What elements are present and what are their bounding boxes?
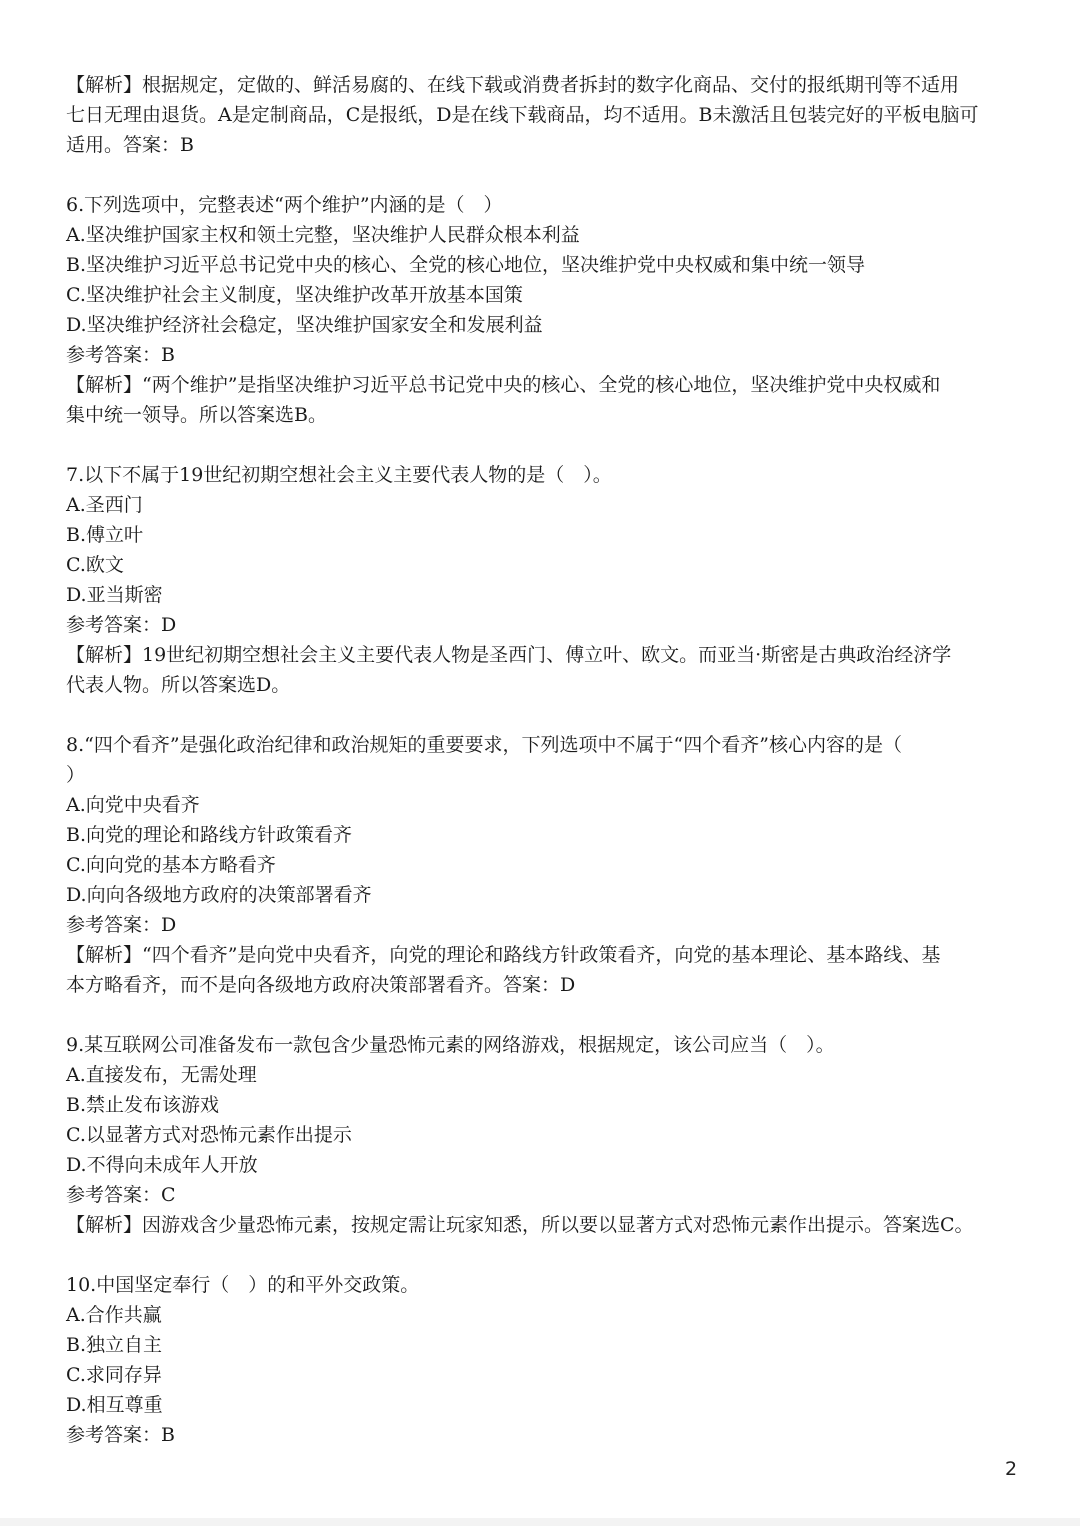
page-number: 2: [1005, 1458, 1018, 1480]
reference-answer: 参考答案：C: [66, 1184, 176, 1206]
analysis-line: 适用。答案：B: [66, 134, 194, 156]
question-7: [66, 460, 1016, 700]
option-c: C.坚决维护社会主义制度，坚决维护改革开放基本国策: [66, 284, 523, 306]
option-b: B.坚决维护习近平总书记党中央的核心、全党的核心地位，坚决维护党中央权威和集中统一领导: [66, 254, 866, 276]
question-text: 6.下列选项中，完整表述“两个维护”内涵的是（ ）: [66, 194, 503, 216]
question-text: 10.中国坚定奉行（ ）的和平外交政策。: [66, 1274, 420, 1296]
option-c: C.欧文: [66, 554, 124, 576]
option-b: B.向党的理论和路线方针政策看齐: [66, 824, 353, 846]
option-a: A.直接发布，无需处理: [66, 1064, 257, 1086]
reference-answer: 参考答案：D: [66, 614, 177, 636]
analysis-line: 七日无理由退货。A是定制商品，C是报纸，D是在线下载商品，均不适用。B未激活且包装完好的平板电脑可: [66, 104, 979, 126]
question-text: ）: [66, 764, 86, 786]
option-d: D.亚当斯密: [66, 584, 163, 606]
question-text: 8.“四个看齐”是强化政治纪律和政治规矩的重要要求，下列选项中不属于“四个看齐”核心内容的是（: [66, 734, 902, 756]
option-c: C.以显著方式对恐怖元素作出提示: [66, 1124, 352, 1146]
option-a: A.坚决维护国家主权和领土完整，坚决维护人民群众根本利益: [66, 224, 580, 246]
option-d: D.向向各级地方政府的决策部署看齐: [66, 884, 372, 906]
option-d: D.坚决维护经济社会稳定，坚决维护国家安全和发展利益: [66, 314, 543, 336]
option-a: A.圣西门: [66, 494, 143, 516]
analysis-line: 集中统一领导。所以答案选B。: [66, 404, 327, 426]
option-a: A.合作共赢: [66, 1304, 162, 1326]
question-text: 7.以下不属于19世纪初期空想社会主义主要代表人物的是（ ）。: [66, 464, 612, 486]
option-c: C.向向党的基本方略看齐: [66, 854, 276, 876]
reference-answer: 参考答案：D: [66, 914, 177, 936]
analysis-line: 代表人物。所以答案选D。: [66, 674, 291, 696]
option-d: D.不得向未成年人开放: [66, 1154, 258, 1176]
analysis-line: 【解析】19世纪初期空想社会主义主要代表人物是圣西门、傅立叶、欧文。而亚当·斯密是古典政治经济学: [66, 644, 952, 666]
analysis-line: 本方略看齐，而不是向各级地方政府决策部署看齐。答案：D: [66, 974, 576, 996]
option-d: D.相互尊重: [66, 1394, 163, 1416]
analysis-line: 【解析】“两个维护”是指坚决维护习近平总书记党中央的核心、全党的核心地位，坚决维护党中央权威和: [66, 374, 941, 396]
option-b: B.傅立叶: [66, 524, 144, 546]
page-bottom-edge: [0, 1518, 1080, 1526]
option-b: B.独立自主: [66, 1334, 163, 1356]
question-6: [66, 190, 1016, 430]
option-a: A.向党中央看齐: [66, 794, 200, 816]
analysis-line: 【解析】根据规定，定做的、鲜活易腐的、在线下载或消费者拆封的数字化商品、交付的报纸期刊等不适用: [66, 74, 960, 96]
document-page: [66, 70, 1016, 1480]
analysis-line: 【解析】因游戏含少量恐怖元素，按规定需让玩家知悉，所以要以显著方式对恐怖元素作出提示。答案选C。: [66, 1214, 974, 1236]
question-8: [66, 730, 1016, 1000]
reference-answer: 参考答案：B: [66, 1424, 175, 1446]
reference-answer: 参考答案：B: [66, 344, 175, 366]
question-9: [66, 1030, 1016, 1240]
intro-analysis: [66, 70, 1016, 160]
question-10: [66, 1270, 1016, 1450]
option-b: B.禁止发布该游戏: [66, 1094, 220, 1116]
question-text: 9.某互联网公司准备发布一款包含少量恐怖元素的网络游戏，根据规定，该公司应当（ ）。: [66, 1034, 835, 1056]
analysis-line: 【解析】“四个看齐”是向党中央看齐，向党的理论和路线方针政策看齐，向党的基本理论、基本路线、基: [66, 944, 941, 966]
option-c: C.求同存异: [66, 1364, 162, 1386]
